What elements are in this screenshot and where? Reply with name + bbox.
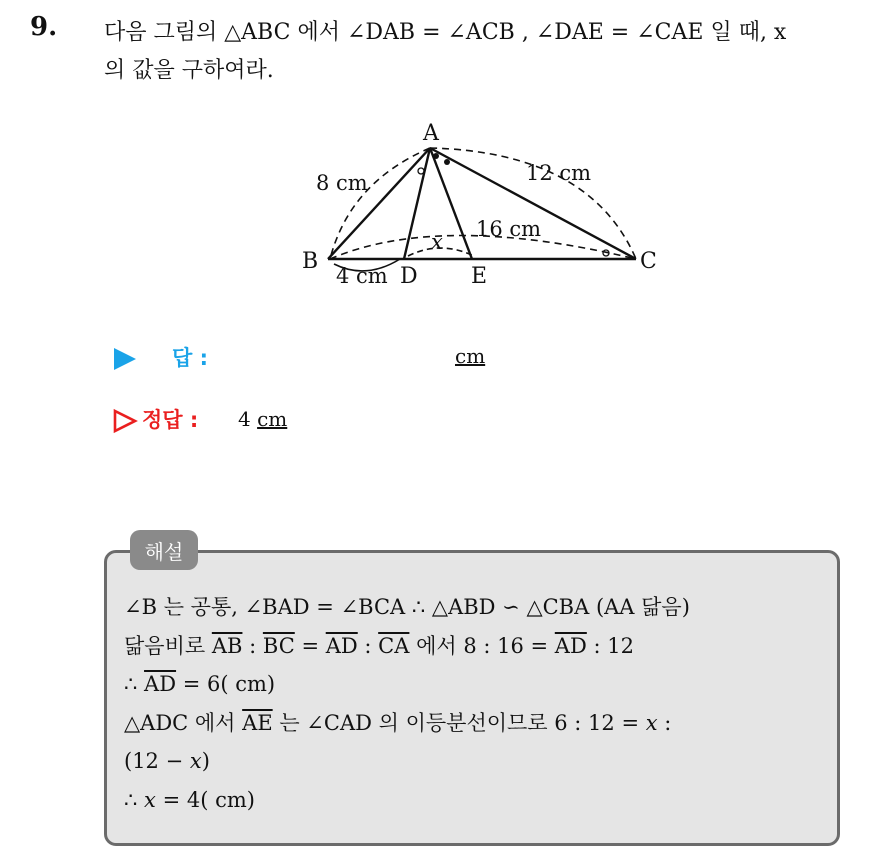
solution-line-1-text: ∠B 는 공통, ∠BAD = ∠BCA ∴ △ABD ∽ △CBA (AA 닮음)	[124, 595, 690, 619]
variable-x: x	[189, 749, 202, 773]
text-fragment: :	[357, 633, 379, 658]
solution-line-3	[124, 665, 824, 704]
variable-x: x	[645, 710, 658, 735]
answer-label: 답 :	[172, 346, 208, 370]
label-x: x	[431, 230, 443, 254]
question-line-1: 다음 그림의 △ABC 에서 ∠DAB = ∠ACB , ∠DAE = ∠CAE 일 때, x	[104, 20, 787, 45]
segment-ad-overline: $\overline{AD}$	[325, 633, 358, 658]
solution-tab: 해설	[130, 530, 198, 570]
segment-ad-overline: $\overline{AD}$	[554, 633, 587, 658]
text-fragment: )	[201, 749, 210, 773]
correct-value-unit: cm	[257, 407, 288, 431]
text-fragment: 는 ∠CAD 의 이등분선이므로 6 : 12 =	[272, 710, 646, 735]
point-d-label: D	[400, 264, 418, 289]
point-c-label: C	[640, 249, 657, 274]
question-number: 9.	[30, 12, 58, 42]
text-fragment: △ADC 에서	[124, 710, 243, 735]
solid-triangle-icon	[112, 346, 138, 372]
correct-answer-row	[110, 402, 510, 438]
segment-ae-overline: $\overline{AE}$	[242, 710, 273, 735]
text-fragment: 에서 8 : 16 =	[409, 633, 555, 658]
text-fragment: (12 −	[124, 749, 190, 773]
triangle-figure	[290, 112, 670, 302]
label-bd-length: 4 cm	[336, 264, 388, 288]
point-e-label: E	[471, 264, 488, 289]
text-fragment: :	[657, 710, 672, 735]
text-fragment: = 6( cm)	[176, 672, 276, 696]
solution-line-6	[124, 781, 824, 820]
angle-mark-dae	[433, 153, 439, 159]
segment-ab	[328, 148, 430, 259]
correct-value-number: 4	[238, 407, 251, 431]
text-fragment: :	[242, 633, 263, 658]
solution-line-4	[124, 704, 824, 743]
solution-text	[124, 588, 824, 819]
solution-line-5	[124, 742, 824, 781]
correct-answer-label: 정답 :	[142, 408, 199, 432]
angle-mark-dab	[418, 168, 424, 174]
correct-answer-value	[238, 407, 287, 431]
segment-ad	[404, 148, 430, 259]
segment-ca-overline: $\overline{CA}$	[378, 633, 410, 658]
point-b-label: B	[302, 249, 319, 274]
answer-row	[110, 340, 610, 376]
text-fragment: ∴	[124, 672, 145, 696]
text-fragment: 닮음비로	[124, 633, 212, 658]
answer-unit: cm	[455, 344, 486, 368]
question-text	[104, 14, 864, 90]
solution-line-1	[124, 588, 824, 627]
segment-bc-overline: $\overline{BC}$	[262, 633, 295, 658]
outline-triangle-icon	[112, 408, 138, 434]
angle-mark-cae	[444, 159, 450, 165]
question-line-2: 의 값을 구하여라.	[104, 58, 274, 83]
segment-ad-overline: $\overline{AD}$	[144, 672, 177, 696]
solution-line-2	[124, 627, 824, 666]
text-fragment: =	[294, 633, 326, 658]
text-fragment: ∴	[124, 787, 145, 812]
label-bc-length: 16 cm	[476, 217, 542, 241]
label-ac-length: 12 cm	[526, 161, 592, 185]
label-ab-length: 8 cm	[316, 171, 368, 195]
variable-x: x	[144, 787, 156, 812]
text-fragment: : 12	[586, 633, 634, 658]
segment-ab-overline: $\overline{AB}$	[211, 633, 243, 658]
point-a-label: A	[423, 121, 439, 146]
text-fragment: = 4( cm)	[155, 787, 255, 812]
